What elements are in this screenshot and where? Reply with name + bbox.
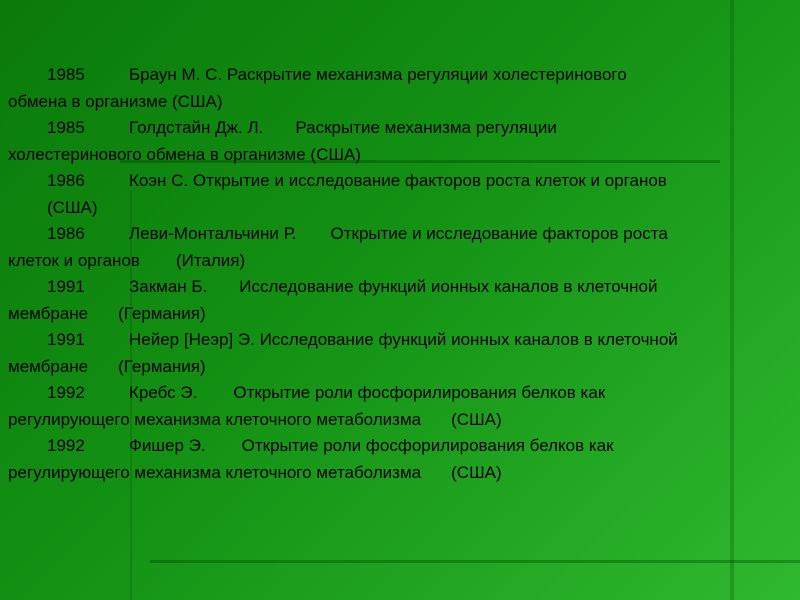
entry-year: 1992: [47, 436, 85, 455]
entry-country: (Германия): [118, 303, 206, 323]
entry-description: Открытие роли фосфорилирования белков как: [233, 383, 606, 402]
entry-country: (США): [451, 409, 502, 429]
entry-name: Леви-Монтальчини Р.: [129, 224, 297, 243]
entry-name: Закман Б.: [129, 277, 208, 296]
entry-description-cont: холестеринового обмена в организме (США): [8, 144, 361, 164]
entry-description: Исследование функций ионных каналов в клеточной: [239, 277, 658, 296]
entry-description: Открытие роли фосфорилирования белков как: [241, 436, 614, 455]
entry-name: Фишер Э.: [129, 436, 206, 455]
entry-year: 1986: [47, 171, 85, 190]
entry-year: 1985: [47, 65, 85, 84]
nobel-laureates-list: [8, 62, 793, 486]
background-stripe: [150, 560, 800, 563]
entry-country: (Италия): [175, 250, 246, 270]
laureate-entry: [8, 433, 793, 486]
entry-year: 1992: [47, 383, 85, 402]
entry-description: Раскрытие механизма регуляции холестеринового: [226, 65, 627, 84]
entry-year: 1991: [47, 330, 85, 349]
entry-description-cont: (США): [47, 197, 98, 217]
entry-name: Кребс Э.: [129, 383, 198, 402]
entry-description-cont: мембране: [8, 356, 89, 376]
entry-country: (Германия): [118, 356, 206, 376]
laureate-entry: [8, 380, 793, 433]
entry-description: Исследование функций ионных каналов в клеточной: [259, 330, 678, 349]
entry-name: Нейер [Неэр] Э.: [129, 330, 255, 349]
entry-description-cont: обмена в организме (США): [8, 91, 223, 111]
entry-name: Браун М. С.: [129, 65, 223, 84]
entry-year: 1985: [47, 118, 85, 137]
entry-description: Открытие и исследование факторов роста: [330, 224, 668, 243]
laureate-entry: [8, 62, 793, 115]
entry-name: Голдстайн Дж. Л.: [129, 118, 264, 137]
laureate-entry: [8, 327, 793, 380]
entry-description-cont: клеток и органов: [8, 250, 140, 270]
entry-year: 1991: [47, 277, 85, 296]
laureate-entry: [8, 115, 793, 168]
entry-description-cont: мембране: [8, 303, 89, 323]
entry-description: Раскрытие механизма регуляции: [295, 118, 557, 137]
laureate-entry: [8, 221, 793, 274]
entry-name: Коэн С.: [129, 171, 189, 190]
entry-year: 1986: [47, 224, 85, 243]
entry-description: Открытие и исследование факторов роста клеток и органов: [192, 171, 667, 190]
laureate-entry: [8, 168, 793, 221]
laureate-entry: [8, 274, 793, 327]
entry-description-cont: регулирующего механизма клеточного метаболизма: [8, 409, 422, 429]
entry-country: (США): [451, 462, 502, 482]
entry-description-cont: регулирующего механизма клеточного метаболизма: [8, 462, 422, 482]
